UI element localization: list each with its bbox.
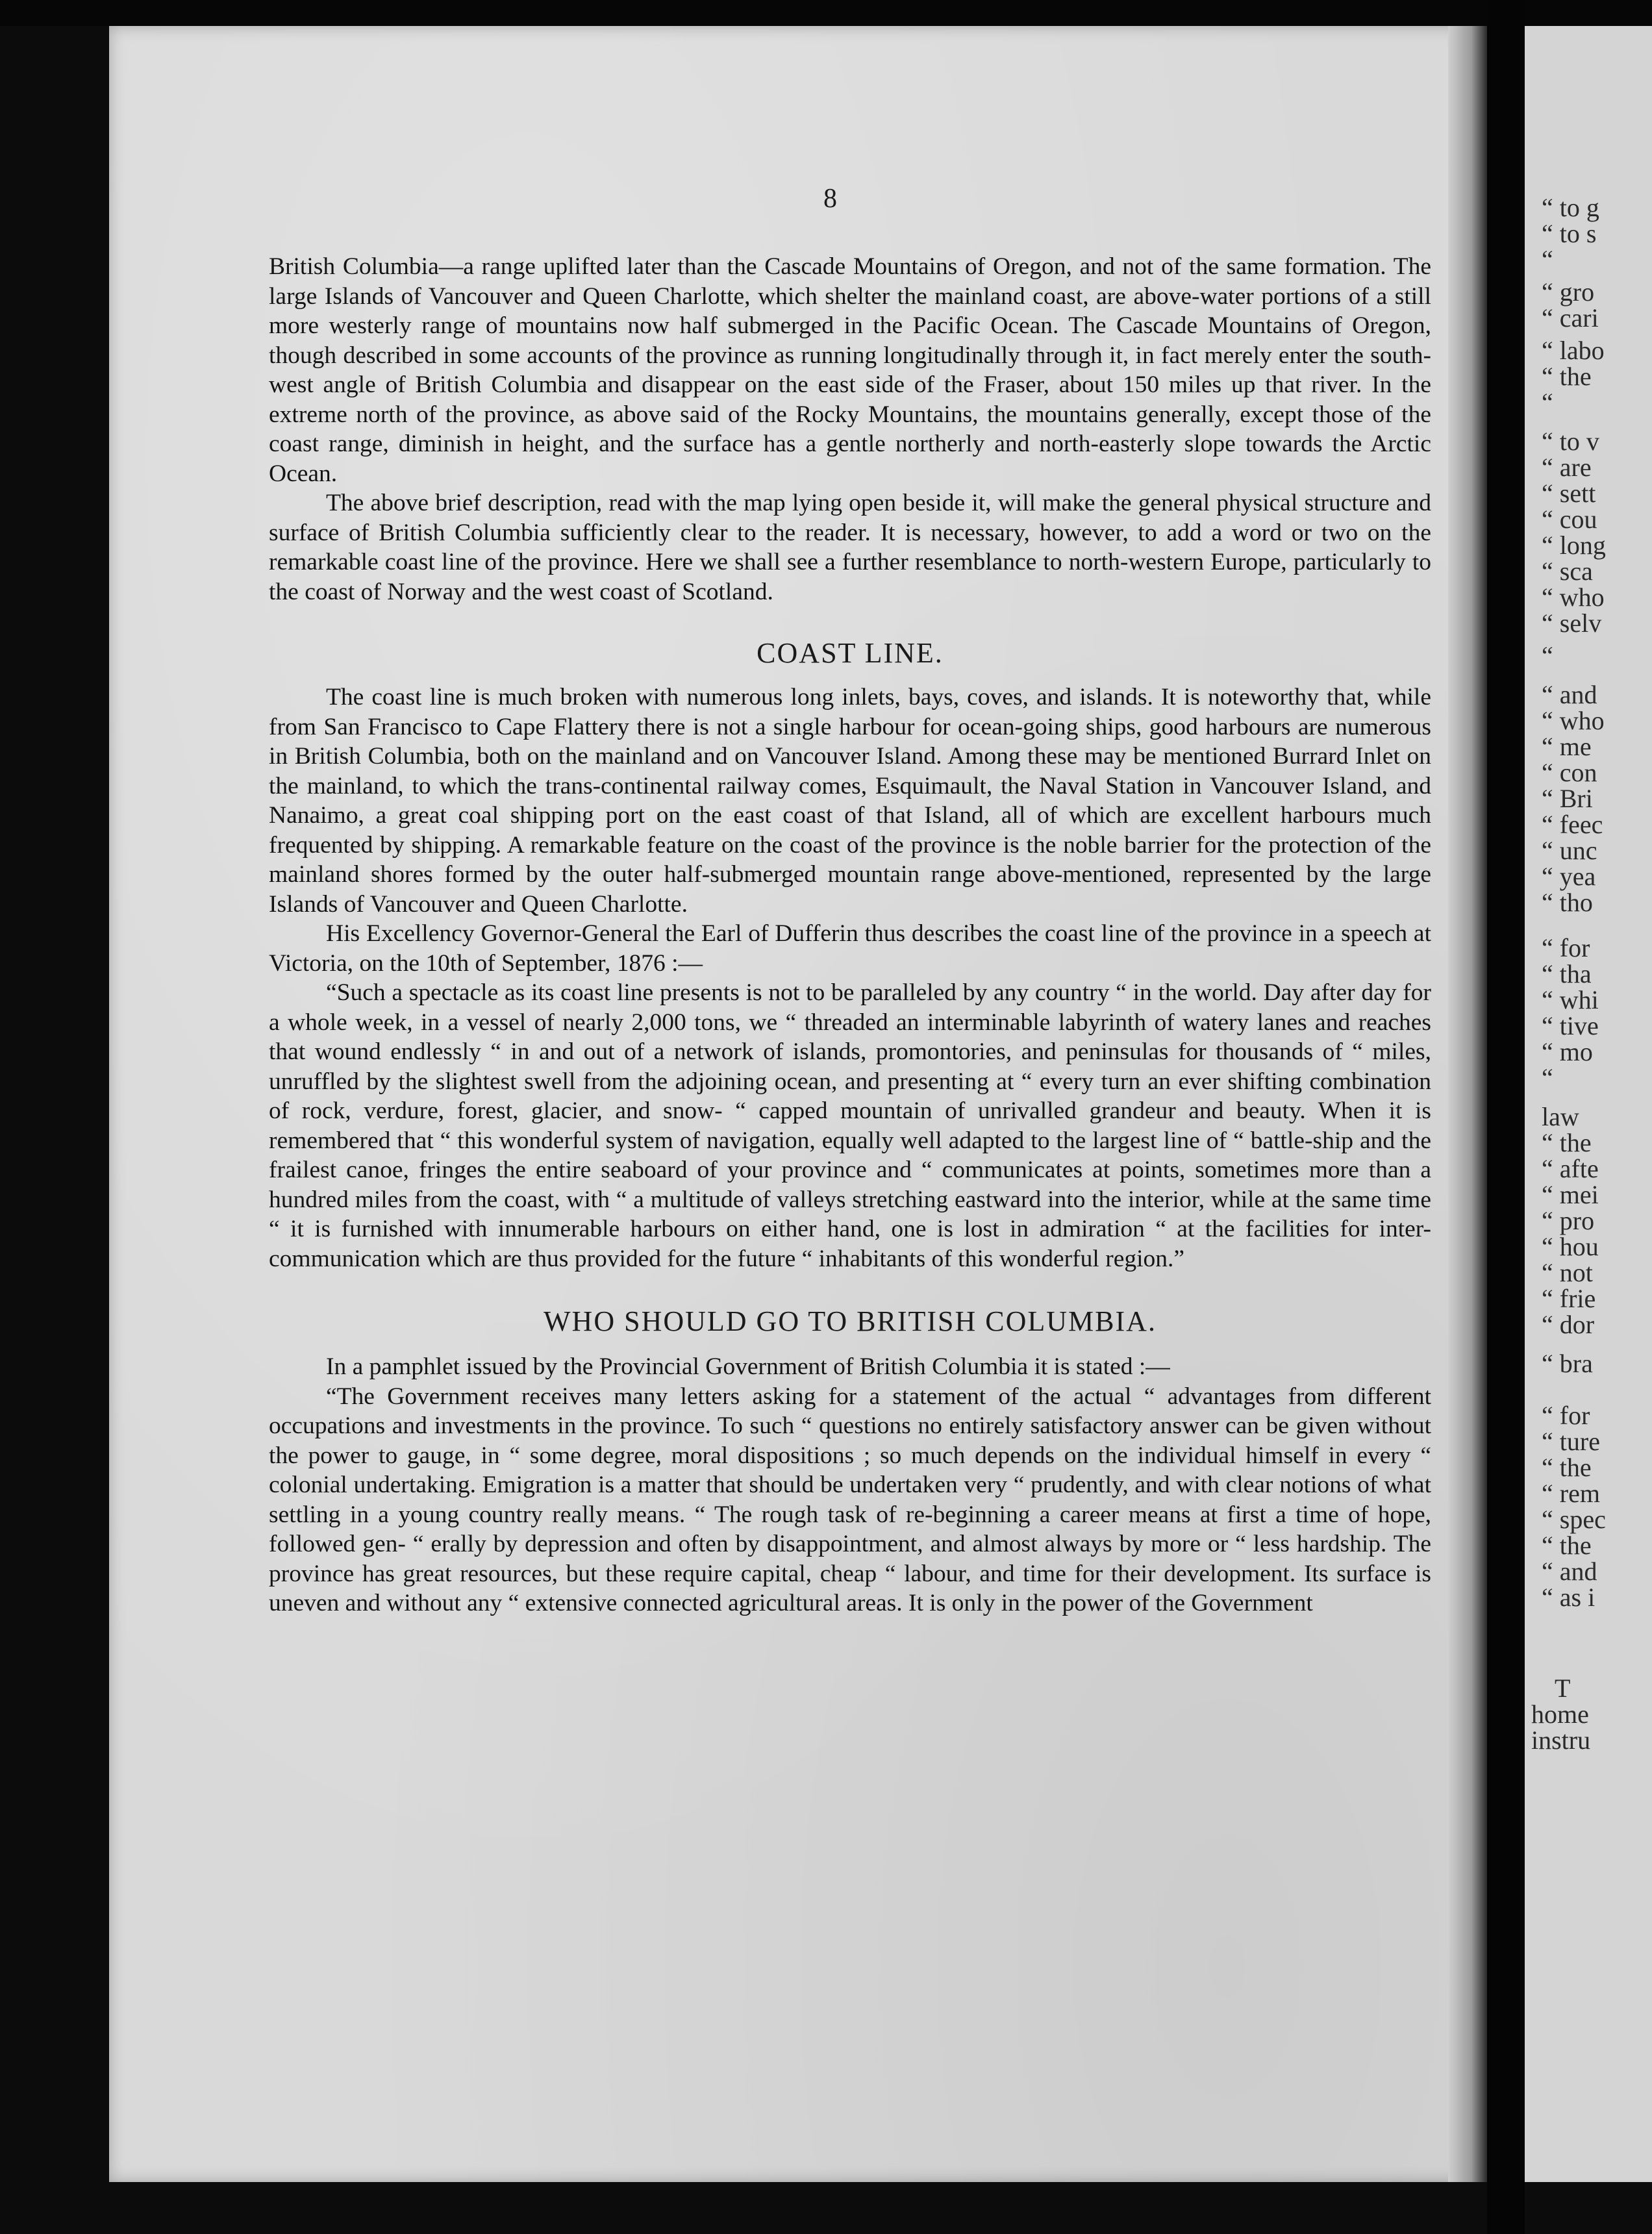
quote-government-pamphlet: “The Government receives many letters asking for a statement of the actual “ advantages from different occupations and investments in the province. To such “ questions no entirely satisfactory answer can be given without the power to gauge, in “ some degree, moral dispositions ; so much depends on the individual himself in every “ colonial undertaking. Emigration is a matter that should be undertaken very “ prudently, and with clear notions of what settling in a young country really means. “ The rough task of re-beginning a career means at first a time of hope, followed gen- “ erally by depression and often by disappointment, and almost always by more or “ less hardship. The province has great resources, but these require capital, cheap “ labour, and time for their development. Its surface is uneven and without any “ extensive connected agricultural areas. It is only in the power of the Government [269,1383,1431,1616]
adjacent-page-fragment: “ mei [1542,1180,1599,1209]
paragraph-coast-line: The coast line is much broken with numerous long inlets, bays, coves, and islands. It is noteworthy that, while from San Francisco to Cape Flattery there is not a single harbour for ocean-going ships, good harbours are numerous in British Columbia, both on the mainland and on Vancouver Island. Among these may be mentioned Burrard Inlet on the mainland, to which the trans-continental railway comes, Esquimault, the Naval Station in Vancouver Island, and Nanaimo, a great coal shipping port on the east coast of that Island, all of which are excellent harbours much frequented by shipping. A remarkable feature on the coast of the province is the noble barrier for the protection of the mainland shores formed by the outer half-submerged mountain range above-mentioned, represented by the large Islands of Vancouver and Queen Charlotte. [269,684,1431,918]
adjacent-page-fragment: “ mo [1542,1037,1593,1066]
book-gutter [1487,0,1525,2234]
paragraph-dufferin-intro: His Excellency Governor-General the Earl of Dufferin thus describes the coast line of the province in a speech at Victoria, on the 10th of September, 1876 :— [269,920,1431,977]
adjacent-page-fragment: “ ture [1542,1427,1600,1456]
adjacent-page-fragment: “ and [1542,1557,1597,1586]
adjacent-page-9 [1525,26,1652,2182]
adjacent-page-fragment: home [1531,1700,1589,1729]
adjacent-page-fragment: “ the [1542,1453,1592,1482]
adjacent-page-fragment: “ cou [1542,505,1597,534]
adjacent-page-fragment: “ tha [1542,959,1592,988]
adjacent-page-fragment: “ to g [1542,193,1599,222]
adjacent-page-fragment: “ unc [1542,836,1597,865]
paragraph-description-summary: The above brief description, read with the map lying open beside it, will make the general physical structure and surface of British Columbia sufficiently clear to the reader. It is necessary, however, to add a word or two on the remarkable coast line of the province. Here we shall see a further resemblance to north-western Europe, particularly to the coast of Norway and the west coast of Scotland. [269,490,1431,605]
adjacent-page-fragment: “ long [1542,531,1606,560]
adjacent-page-fragment: “ tive [1542,1011,1599,1040]
adjacent-page-fragment: “ bra [1542,1349,1593,1378]
adjacent-page-fragment: “ [1542,388,1553,417]
adjacent-page-fragment: “ cari [1542,303,1599,333]
adjacent-page-fragment: “ me [1542,732,1592,761]
adjacent-page-fragment: “ who [1542,583,1605,612]
adjacent-page-fragment: “ dor [1542,1310,1595,1339]
adjacent-page-fragment: “ spec [1542,1505,1606,1534]
page-body [269,252,1431,1618]
page-number: 8 [823,184,837,214]
adjacent-page-fragment: “ are [1542,453,1592,482]
adjacent-page-fragment: “ sca [1542,557,1593,586]
adjacent-page-fragment: “ pro [1542,1206,1595,1235]
adjacent-page-fragment: “ [1542,1063,1553,1092]
adjacent-page-fragment: “ for [1542,933,1590,962]
adjacent-page-fragment: “ labo [1542,336,1605,365]
adjacent-page-fragment: “ feec [1542,810,1603,839]
adjacent-page-fragment: “ hou [1542,1232,1599,1261]
adjacent-page-fragment: “ Bri [1542,784,1593,813]
adjacent-page-fragment: “ for [1542,1401,1590,1430]
adjacent-page-fragment: “ the [1542,362,1592,391]
adjacent-page-fragment: “ afte [1542,1154,1599,1183]
adjacent-page-fragment: “ rem [1542,1479,1600,1508]
adjacent-page-fragment: “ sett [1542,479,1596,508]
adjacent-page-fragment: “ the [1542,1128,1592,1157]
paragraph-intro-continuation: British Columbia—a range uplifted later than the Cascade Mountains of Oregon, and not of the same formation. The large Islands of Vancouver and Queen Charlotte, which shelter the mainland coast, are above-water portions of a still more westerly range of mountains now half submerged in the Pacific Ocean. The Cascade Mountains of Oregon, though described in some accounts of the province as running longitudinally through it, in fact merely enter the south-west angle of British Columbia and disappear on the east side of the Fraser, about 150 miles up that river. In the extreme north of the province, as above said of the Rocky Mountains, the mountains generally, except those of the coast range, diminish in height, and the surface has a gentle northerly and north-easterly slope towards the Arctic Ocean. [269,253,1431,487]
adjacent-page-fragment: “ frie [1542,1284,1596,1313]
adjacent-page-fragment: “ the [1542,1531,1592,1560]
adjacent-page-fragment: instru [1531,1726,1591,1755]
adjacent-page-fragment: “ to s [1542,219,1597,248]
adjacent-page-fragment: “ tho [1542,888,1593,917]
scan-top-border [0,0,1652,26]
adjacent-page-fragment: “ to v [1542,427,1599,456]
adjacent-page-fragment: “ not [1542,1258,1593,1287]
quote-dufferin-speech: “Such a spectacle as its coast line presents is not to be paralleled by any country “ in the world. Day after day for a whole week, in a vessel of nearly 2,000 tons, we “ threaded an interminable labyrinth of watery lanes and reaches that wound endlessly “ in and out of a network of islands, promontories, and peninsulas for thousands of “ miles, unruffled by the slightest swell from the adjoining ocean, and presenting at “ every turn an ever shifting combination of rock, verdure, forest, glacier, and snow- “ capped mountain of unrivalled grandeur and beauty. When it is remembered that “ this wonderful system of navigation, equally well adapted to the largest line of “ battle-ship and the frailest canoe, fringes the entire seaboard of your province and “ communicates at points, sometimes more than a hundred miles from the coast, with “ a multitude of valleys stretching eastward into the interior, while at the same time “ it is furnished with innumerable harbours on either hand, one is lost in admiration “ at the facilities for inter-communication which are thus provided for the future “ inhabitants of this wonderful region.” [269,979,1431,1272]
paragraph-pamphlet-intro: In a pamphlet issued by the Provincial Government of British Columbia it is stated :— [326,1353,1170,1380]
adjacent-page-fragment: “ and [1542,680,1597,709]
adjacent-page-fragment: “ [1542,245,1553,274]
adjacent-page-fragment: “ yea [1542,862,1596,891]
section-heading-coast-line: COAST LINE. [757,637,944,669]
section-heading-who-should-go: WHO SHOULD GO TO BRITISH COLUMBIA. [544,1305,1157,1337]
adjacent-page-fragment: “ [1542,641,1553,670]
adjacent-page-fragment: law [1542,1102,1579,1131]
adjacent-page-fragment: “ whi [1542,985,1599,1014]
adjacent-page-fragment: “ who [1542,706,1605,735]
adjacent-page-fragment: T [1555,1674,1571,1703]
adjacent-page-fragment: “ gro [1542,277,1595,307]
adjacent-page-fragment: “ selv [1542,609,1602,638]
page-edge-shadow [1448,26,1487,2182]
adjacent-page-fragment: “ con [1542,758,1597,787]
adjacent-page-fragment: “ as i [1542,1583,1596,1612]
